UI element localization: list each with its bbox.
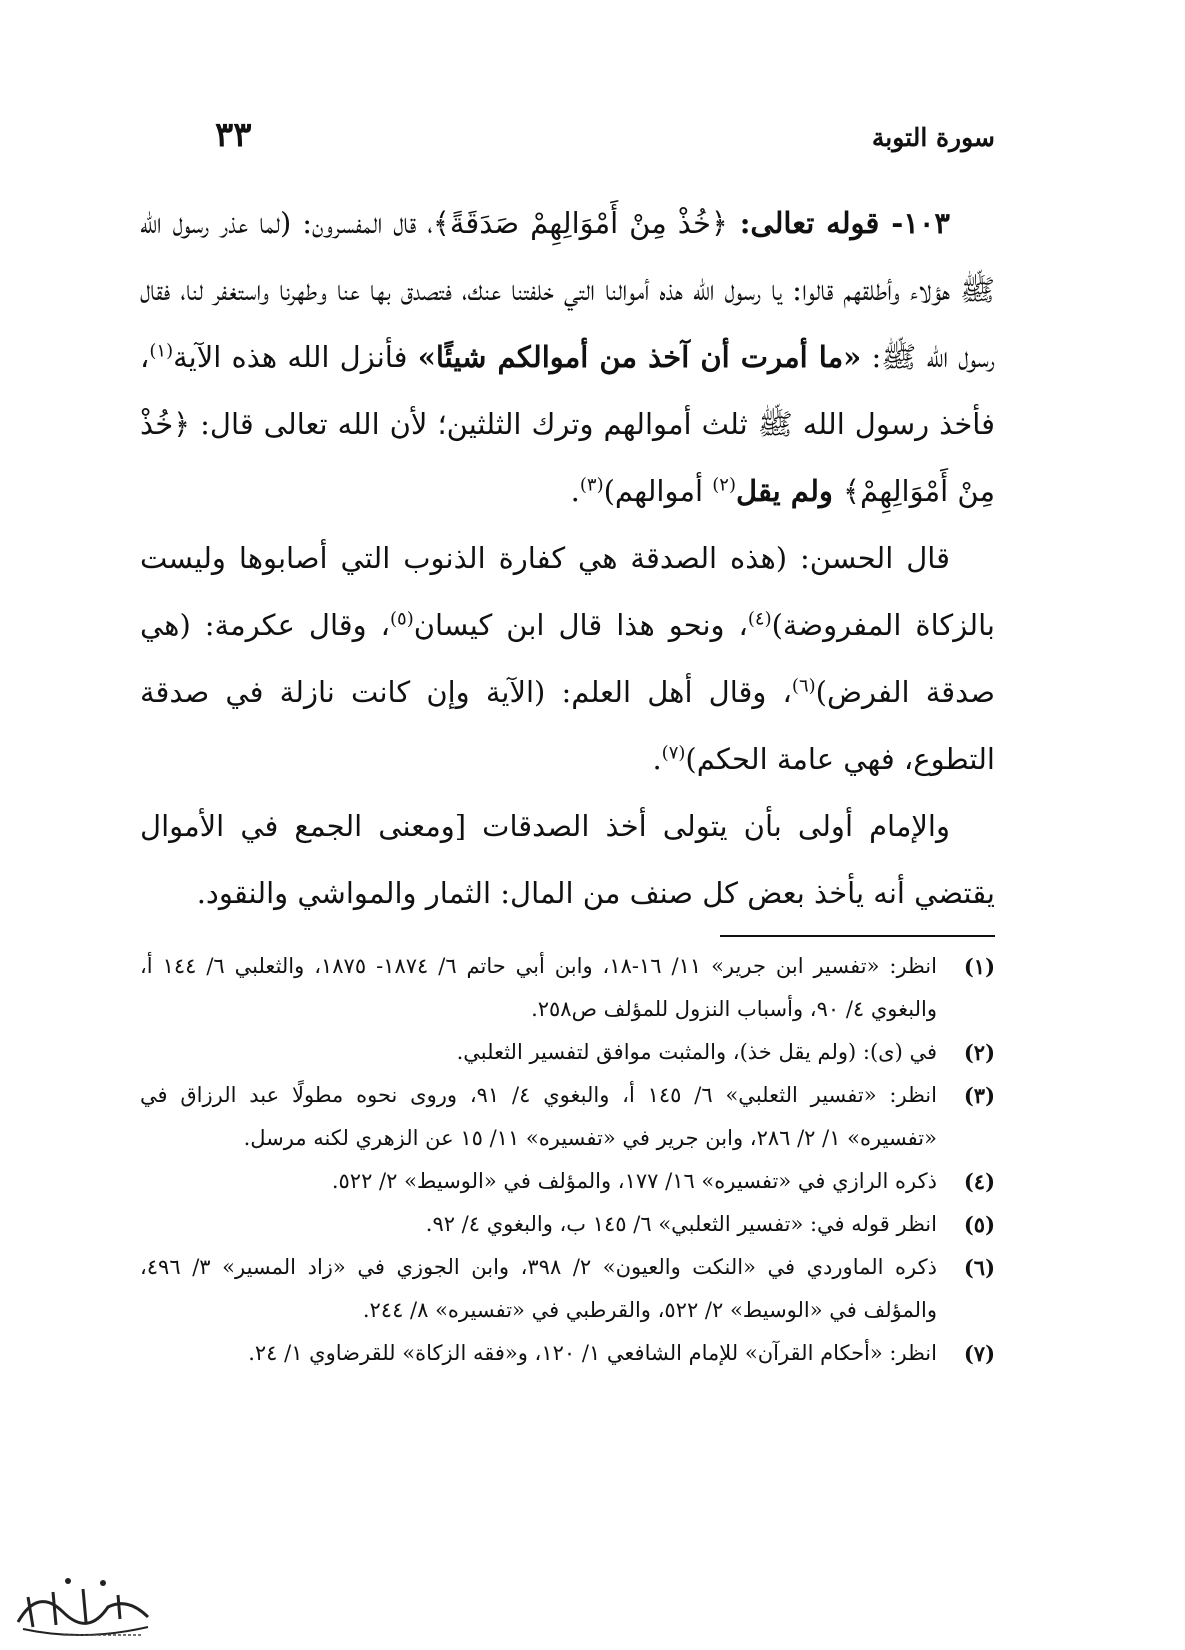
footnote-divider <box>720 935 995 937</box>
footnote-number: (٧) <box>963 1341 995 1366</box>
footnote-item <box>140 1203 995 1246</box>
publisher-logo <box>8 1567 158 1642</box>
footnote-item <box>140 945 995 1031</box>
page-number: ٣٣ <box>215 115 252 155</box>
text-run: . <box>570 474 580 508</box>
footnote-ref: (٦) <box>791 675 816 697</box>
footnote-item <box>140 1031 995 1074</box>
paragraph-commentary <box>140 525 995 793</box>
footnote-number: (٤) <box>963 1169 995 1194</box>
text-run: قال الحسن: (هذه الصدقة هي كفارة الذنوب التي أصابوها وليست بالزكاة المفروضة) <box>140 541 995 642</box>
text-run: ، فأخذ رسول الله ﷺ ثلث أموالهم وترك الثلثين؛ لأن الله تعالى قال: <box>140 340 995 441</box>
footnote-text: ذكره الماوردي في «النكت والعيون» ٢/ ٣٩٨، وابن الجوزي في «زاد المسير» ٣/ ٤٩٦، والمؤلف في «الوسيط» ٢/ ٥٢٢، والقرطبي في «تفسيره» ٨/ ٢٤٤. <box>140 1255 937 1322</box>
quran-quote: ﴿خُذْ مِنْ أَمْوَالِهِمْ صَدَقَةً﴾ <box>432 206 728 240</box>
footnote-item <box>140 1246 995 1332</box>
text-run: أموالهم) <box>603 474 713 508</box>
footnote-text: انظر قوله في: «تفسير الثعلبي» ٦/ ١٤٥ ب، والبغوي ٤/ ٩٢. <box>425 1212 937 1236</box>
footnote-item <box>140 1074 995 1160</box>
footnote-item <box>140 1160 995 1203</box>
footnote-ref: (٢) <box>712 474 736 496</box>
footnote-number: (٦) <box>963 1255 995 1280</box>
main-text <box>140 190 995 927</box>
quran-quote: ﴿خُذْ مِنْ أَمْوَالِهِمْ﴾ <box>140 407 995 508</box>
footnote-ref: (٧) <box>661 742 686 764</box>
hadith-quote: «ما أمرت أن آخذ من أموالكم شيئًا» <box>417 340 862 374</box>
footnote-text: في (ى): (ولم يقل خذ)، والمثبت موافق لتفسير الثعلبي. <box>456 1040 937 1064</box>
page-header <box>200 115 995 175</box>
text-run: ولم يقل <box>736 474 844 508</box>
footnote-number: (٥) <box>963 1212 995 1237</box>
footnote-ref: (٤) <box>747 608 772 630</box>
footnote-text: انظر: «تفسير الثعلبي» ٦/ ١٤٥ أ، والبغوي ٤/ ٩١، وروى نحوه مطولًا عبد الرزاق في «تفسيره» ١/ ٢/ ٢٨٦، وابن جرير في «تفسيره» ١١/ ١٥ عن الزهري لكنه مرسل. <box>140 1083 937 1150</box>
footnote-item <box>140 1332 995 1375</box>
footnote-number: (١) <box>963 954 995 979</box>
paragraph-verse-103 <box>140 190 995 525</box>
footnote-text: انظر: «تفسير ابن جرير» ١١/ ١٦-١٨، وابن أبي حاتم ٦/ ١٨٧٤- ١٨٧٥، والثعلبي ٦/ ١٤٤ أ، والبغوي ٤/ ٩٠، وأسباب النزول للمؤلف ص٢٥٨. <box>140 954 937 1021</box>
footnote-text: ذكره الرازي في «تفسيره» ١٦/ ١٧٧، والمؤلف في «الوسيط» ٢/ ٥٢٢. <box>331 1169 937 1193</box>
footnotes <box>140 945 995 1375</box>
footnote-text: انظر: «أحكام القرآن» للإمام الشافعي ١/ ١٢٠، و«فقه الزكاة» للقرضاوي ١/ ٢٤. <box>248 1341 937 1365</box>
text-run: ، وقال أهل العلم: (الآية وإن كانت نازلة في صدقة التطوع، فهي عامة الحكم) <box>140 675 995 776</box>
text-run: ، قال المفسرون: (لما عذر رسول الله ﷺ هؤلاء وأطلقهم قالوا: يا رسول الله هذه أموالنا التي خلفتنا عنك، فتصدق بها عنا وطهرنا واستغفر لنا، فقال رسول الله ﷺ: <box>140 206 995 374</box>
text-run: . <box>652 742 662 776</box>
footnote-ref: (١) <box>149 340 174 362</box>
text-run: ، ونحو هذا قال ابن كيسان <box>413 608 748 642</box>
footnote-number: (٢) <box>963 1040 995 1065</box>
footnote-number: (٣) <box>963 1083 995 1108</box>
text-run: فأنزل الله هذه الآية <box>173 340 418 374</box>
footnote-ref: (٥) <box>390 608 414 630</box>
running-title: سورة التوبة <box>871 123 995 152</box>
text-run: ، وقال عكرمة: (هي صدقة الفرض) <box>140 608 995 709</box>
footnote-ref: (٣) <box>579 474 604 496</box>
verse-intro: ١٠٣- قوله تعالى: <box>727 206 950 240</box>
paragraph-imam: والإمام أولى بأن يتولى أخذ الصدقات [ومعنى الجمع في الأموال يقتضي أنه يأخذ بعض كل صنف من المال: الثمار والمواشي والنقود. <box>140 809 995 910</box>
